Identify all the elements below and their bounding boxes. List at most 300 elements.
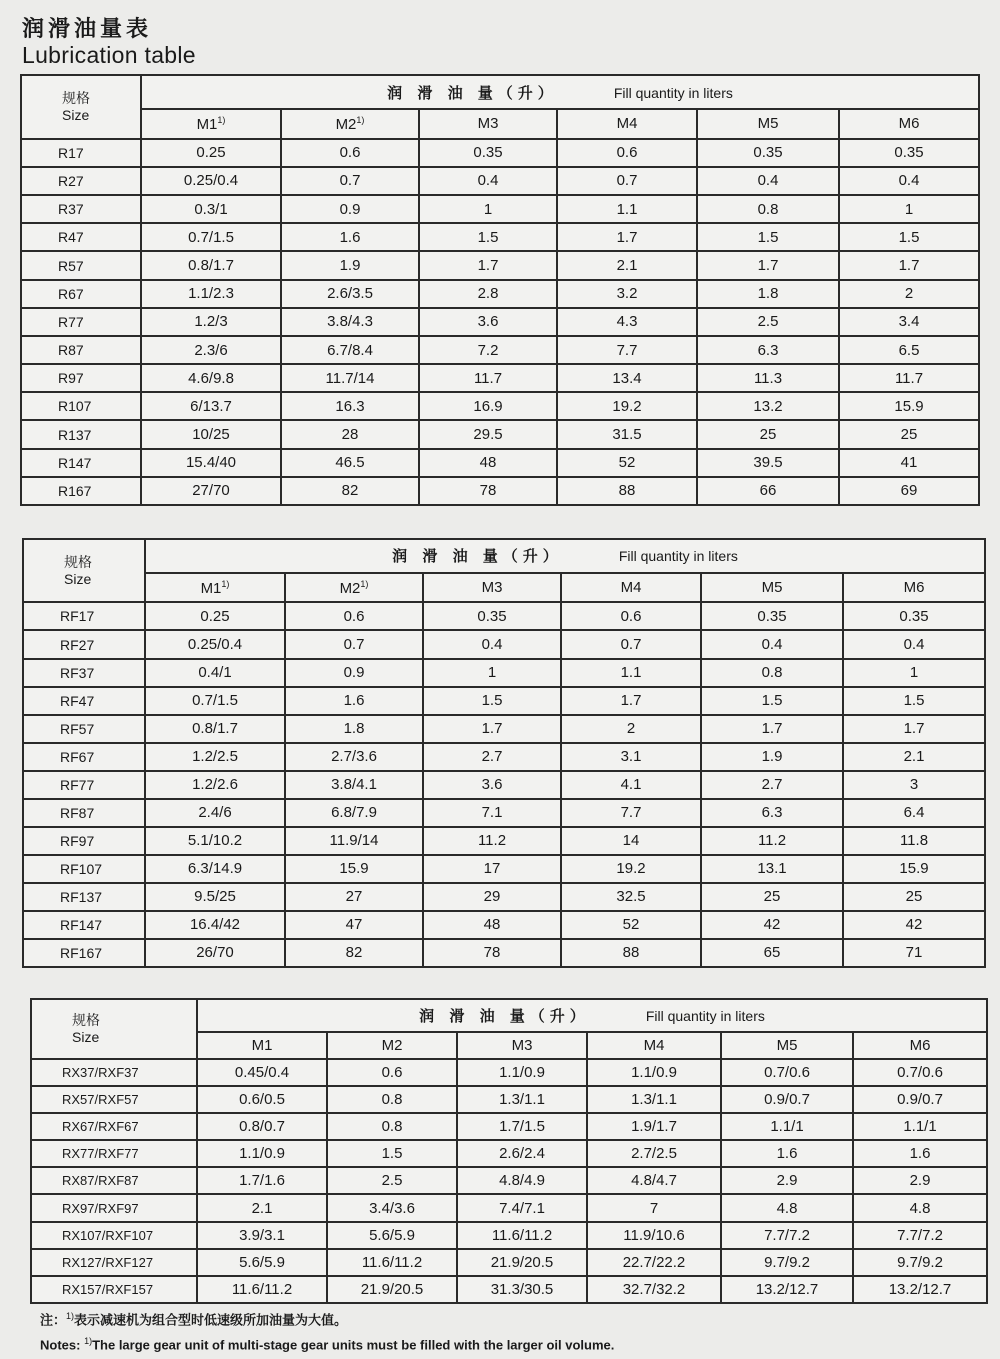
fill-quantity-header-en: Fill quantity in liters [618, 548, 738, 565]
value-cell: 1.7 [423, 715, 561, 743]
size-cell: RF47 [23, 687, 145, 715]
group-header-row [31, 999, 987, 1032]
value-cell: 4.1 [561, 771, 701, 799]
table-row [21, 251, 979, 279]
value-cell: 21.9/20.5 [457, 1249, 587, 1276]
size-cell: RX37/RXF37 [31, 1059, 197, 1086]
value-cell: 0.35 [701, 602, 843, 630]
value-cell: 25 [697, 420, 839, 448]
value-cell: 1.9 [701, 743, 843, 771]
table-row [31, 1249, 987, 1276]
value-cell: 5.6/5.9 [197, 1249, 327, 1276]
value-cell: 42 [701, 911, 843, 939]
value-cell: 16.9 [419, 392, 557, 420]
value-cell: 28 [281, 420, 419, 448]
size-cell: RX97/RXF97 [31, 1194, 197, 1221]
value-cell: 48 [423, 911, 561, 939]
group-header-row [21, 75, 979, 109]
value-cell: 0.7/1.5 [141, 223, 281, 251]
value-cell: 0.7/0.6 [721, 1059, 853, 1086]
value-cell: 11.9/14 [285, 827, 423, 855]
table-row [31, 1086, 987, 1113]
column-header-label: M1 [196, 115, 218, 133]
value-cell: 11.6/11.2 [197, 1276, 327, 1303]
value-cell: 1.6 [853, 1140, 987, 1167]
column-header-label: M5 [776, 1036, 798, 1054]
value-cell: 11.7 [839, 364, 979, 392]
column-header-m4 [561, 573, 701, 603]
value-cell: 29.5 [419, 420, 557, 448]
value-cell: 17 [423, 855, 561, 883]
column-header-label: M2 [381, 1036, 403, 1054]
value-cell: 0.35 [843, 602, 985, 630]
table-row [23, 659, 985, 687]
column-header-m6 [853, 1032, 987, 1059]
size-cell: RX67/RXF67 [31, 1113, 197, 1140]
column-header-label: M2 [335, 115, 357, 133]
footnote-mark: 1) [360, 578, 369, 589]
table-row [21, 195, 979, 223]
size-cell: R97 [21, 364, 141, 392]
value-cell: 6.8/7.9 [285, 799, 423, 827]
value-cell: 3.4/3.6 [327, 1194, 457, 1221]
value-cell: 15.9 [839, 392, 979, 420]
column-header-row [21, 109, 979, 139]
value-cell: 0.45/0.4 [197, 1059, 327, 1086]
table-row [23, 799, 985, 827]
value-cell: 2.9 [853, 1167, 987, 1194]
table-row [21, 139, 979, 167]
table-row [23, 855, 985, 883]
page-title-en: Lubrication table [22, 42, 196, 68]
value-cell: 2 [839, 280, 979, 308]
footnote-mark: 1) [221, 578, 230, 589]
value-cell: 0.8/0.7 [197, 1113, 327, 1140]
column-header-m5 [697, 109, 839, 139]
value-cell: 82 [281, 477, 419, 505]
size-cell: RF37 [23, 659, 145, 687]
lubrication-table-r-series [20, 74, 980, 506]
column-header-m6 [843, 573, 985, 603]
size-cell: RF57 [23, 715, 145, 743]
value-cell: 0.7 [281, 167, 419, 195]
value-cell: 0.25/0.4 [145, 630, 285, 658]
page-title-cn: 润滑油量表 [22, 17, 153, 42]
value-cell: 1.8 [285, 715, 423, 743]
value-cell: 1.1/0.9 [587, 1059, 721, 1086]
value-cell: 1.1/0.9 [457, 1059, 587, 1086]
value-cell: 13.4 [557, 364, 697, 392]
value-cell: 2.3/6 [141, 336, 281, 364]
size-cell: R137 [21, 420, 141, 448]
value-cell: 2.4/6 [145, 799, 285, 827]
column-header-m2 [327, 1032, 457, 1059]
size-cell: R147 [21, 449, 141, 477]
value-cell: 3.9/3.1 [197, 1222, 327, 1249]
value-cell: 11.7 [419, 364, 557, 392]
size-header [31, 999, 197, 1059]
size-cell: R47 [21, 223, 141, 251]
size-cell: RF27 [23, 630, 145, 658]
table-row [23, 771, 985, 799]
table-row [23, 743, 985, 771]
value-cell: 1.7/1.5 [457, 1113, 587, 1140]
size-header-cn: 规格 [72, 1011, 100, 1028]
table-row [23, 715, 985, 743]
column-header-label: M4 [616, 115, 638, 133]
size-cell: R17 [21, 139, 141, 167]
column-header-m1 [141, 109, 281, 139]
value-cell: 3 [843, 771, 985, 799]
value-cell: 27/70 [141, 477, 281, 505]
value-cell: 1.1/0.9 [197, 1140, 327, 1167]
value-cell: 82 [285, 939, 423, 967]
value-cell: 0.6/0.5 [197, 1086, 327, 1113]
value-cell: 7 [587, 1194, 721, 1221]
value-cell: 2.6/3.5 [281, 280, 419, 308]
table-row [21, 477, 979, 505]
value-cell: 0.25/0.4 [141, 167, 281, 195]
fill-quantity-header-cn: 润 滑 油 量（升） [419, 1006, 590, 1025]
value-cell: 0.35 [419, 139, 557, 167]
value-cell: 16.3 [281, 392, 419, 420]
value-cell: 7.1 [423, 799, 561, 827]
value-cell: 0.9 [281, 195, 419, 223]
size-cell: RF147 [23, 911, 145, 939]
value-cell: 10/25 [141, 420, 281, 448]
value-cell: 3.2 [557, 280, 697, 308]
note-cn-label: 注： [40, 1313, 67, 1329]
value-cell: 0.8 [327, 1113, 457, 1140]
value-cell: 3.8/4.1 [285, 771, 423, 799]
table-row [23, 911, 985, 939]
value-cell: 52 [557, 449, 697, 477]
column-header-m6 [839, 109, 979, 139]
value-cell: 3.4 [839, 308, 979, 336]
size-header [21, 75, 141, 139]
value-cell: 88 [557, 477, 697, 505]
value-cell: 6.3 [701, 799, 843, 827]
note-cn [40, 1306, 614, 1331]
value-cell: 1.7 [843, 715, 985, 743]
column-header-label: M3 [477, 115, 499, 133]
table-row [31, 1167, 987, 1194]
size-cell: RF77 [23, 771, 145, 799]
value-cell: 9.7/9.2 [721, 1249, 853, 1276]
value-cell: 1.9 [281, 251, 419, 279]
size-cell: RX107/RXF107 [31, 1222, 197, 1249]
fill-quantity-header-cn: 润 滑 油 量（升） [392, 547, 563, 566]
value-cell: 21.9/20.5 [327, 1276, 457, 1303]
value-cell: 11.3 [697, 364, 839, 392]
value-cell: 1.7 [557, 223, 697, 251]
value-cell: 0.4 [419, 167, 557, 195]
value-cell: 5.6/5.9 [327, 1222, 457, 1249]
value-cell: 4.8/4.7 [587, 1167, 721, 1194]
value-cell: 7.2 [419, 336, 557, 364]
value-cell: 6.7/8.4 [281, 336, 419, 364]
value-cell: 1.5 [843, 687, 985, 715]
table-row [21, 223, 979, 251]
value-cell: 1 [839, 195, 979, 223]
value-cell: 2.9 [721, 1167, 853, 1194]
column-header-m3 [419, 109, 557, 139]
value-cell: 13.2 [697, 392, 839, 420]
value-cell: 88 [561, 939, 701, 967]
value-cell: 31.5 [557, 420, 697, 448]
table-row [31, 1222, 987, 1249]
value-cell: 3.1 [561, 743, 701, 771]
value-cell: 4.3 [557, 308, 697, 336]
value-cell: 1.6 [721, 1140, 853, 1167]
value-cell: 11.8 [843, 827, 985, 855]
size-cell: R37 [21, 195, 141, 223]
value-cell: 4.8 [721, 1194, 853, 1221]
value-cell: 0.4 [839, 167, 979, 195]
size-cell: RX57/RXF57 [31, 1086, 197, 1113]
value-cell: 1.3/1.1 [457, 1086, 587, 1113]
table-row [21, 308, 979, 336]
size-cell: RF17 [23, 602, 145, 630]
lubrication-table-rx-series [30, 998, 988, 1304]
value-cell: 11.6/11.2 [457, 1222, 587, 1249]
size-cell: RX157/RXF157 [31, 1276, 197, 1303]
value-cell: 2.7/3.6 [285, 743, 423, 771]
value-cell: 0.7 [285, 630, 423, 658]
value-cell: 0.4 [423, 630, 561, 658]
column-header-label: M6 [903, 579, 925, 597]
value-cell: 22.7/22.2 [587, 1249, 721, 1276]
column-header-m3 [423, 573, 561, 603]
fill-quantity-header-en: Fill quantity in liters [645, 1007, 765, 1024]
value-cell: 2 [561, 715, 701, 743]
table-row [31, 1276, 987, 1303]
value-cell: 1.2/2.6 [145, 771, 285, 799]
value-cell: 31.3/30.5 [457, 1276, 587, 1303]
value-cell: 0.6 [285, 602, 423, 630]
value-cell: 1.2/2.5 [145, 743, 285, 771]
value-cell: 0.6 [557, 139, 697, 167]
column-header-row [23, 573, 985, 603]
value-cell: 25 [839, 420, 979, 448]
value-cell: 1.7 [839, 251, 979, 279]
value-cell: 1.6 [281, 223, 419, 251]
value-cell: 9.7/9.2 [853, 1249, 987, 1276]
value-cell: 1 [843, 659, 985, 687]
notes [40, 1306, 614, 1356]
size-cell: RX127/RXF127 [31, 1249, 197, 1276]
value-cell: 46.5 [281, 449, 419, 477]
note-en-text: The large gear unit of multi-stage gear units must be filled with the larger oil volume. [92, 1337, 615, 1353]
value-cell: 6.3 [697, 336, 839, 364]
value-cell: 1.5 [701, 687, 843, 715]
value-cell: 19.2 [557, 392, 697, 420]
value-cell: 52 [561, 911, 701, 939]
value-cell: 15.9 [843, 855, 985, 883]
value-cell: 1.6 [285, 687, 423, 715]
value-cell: 6.4 [843, 799, 985, 827]
value-cell: 13.2/12.7 [721, 1276, 853, 1303]
note-en-label: Notes: [40, 1337, 81, 1353]
size-header [23, 539, 145, 602]
table-row [21, 336, 979, 364]
value-cell: 2.8 [419, 280, 557, 308]
size-header-en: Size [62, 106, 90, 123]
value-cell: 0.4/1 [145, 659, 285, 687]
value-cell: 2.1 [197, 1194, 327, 1221]
size-cell: R67 [21, 280, 141, 308]
table-row [23, 630, 985, 658]
value-cell: 1.1 [557, 195, 697, 223]
value-cell: 3.8/4.3 [281, 308, 419, 336]
size-cell: R107 [21, 392, 141, 420]
size-cell: R57 [21, 251, 141, 279]
column-header-label: M2 [339, 579, 361, 597]
size-cell: RF137 [23, 883, 145, 911]
size-header-cn: 规格 [64, 553, 92, 570]
note-cn-mark: 1) [66, 1311, 75, 1321]
column-header-label: M3 [511, 1036, 533, 1054]
table-row [31, 1194, 987, 1221]
table-row [23, 883, 985, 911]
column-header-label: M3 [481, 579, 503, 597]
size-header-en: Size [72, 1028, 100, 1045]
table-row [23, 687, 985, 715]
value-cell: 4.8 [853, 1194, 987, 1221]
value-cell: 47 [285, 911, 423, 939]
value-cell: 25 [701, 883, 843, 911]
column-header-m4 [557, 109, 697, 139]
size-header-cn: 规格 [62, 89, 90, 106]
value-cell: 66 [697, 477, 839, 505]
value-cell: 39.5 [697, 449, 839, 477]
value-cell: 0.25 [145, 602, 285, 630]
value-cell: 32.7/32.2 [587, 1276, 721, 1303]
value-cell: 1.7 [701, 715, 843, 743]
value-cell: 0.8 [327, 1086, 457, 1113]
group-header-row [23, 539, 985, 573]
value-cell: 69 [839, 477, 979, 505]
value-cell: 1 [419, 195, 557, 223]
value-cell: 19.2 [561, 855, 701, 883]
table-row [23, 939, 985, 967]
value-cell: 32.5 [561, 883, 701, 911]
column-header-m4 [587, 1032, 721, 1059]
size-cell: RX77/RXF77 [31, 1140, 197, 1167]
value-cell: 7.7/7.2 [721, 1222, 853, 1249]
value-cell: 13.1 [701, 855, 843, 883]
value-cell: 7.7 [557, 336, 697, 364]
column-header-label: M6 [898, 115, 920, 133]
size-cell: R77 [21, 308, 141, 336]
value-cell: 2.6/2.4 [457, 1140, 587, 1167]
column-header-m1 [197, 1032, 327, 1059]
table-row [21, 392, 979, 420]
footnote-mark: 1) [356, 114, 365, 125]
value-cell: 2.7 [423, 743, 561, 771]
value-cell: 15.4/40 [141, 449, 281, 477]
value-cell: 0.6 [327, 1059, 457, 1086]
value-cell: 2.7/2.5 [587, 1140, 721, 1167]
fill-quantity-header [145, 539, 985, 573]
value-cell: 0.9/0.7 [721, 1086, 853, 1113]
value-cell: 3.6 [423, 771, 561, 799]
value-cell: 0.35 [839, 139, 979, 167]
column-header-label: M1 [200, 579, 222, 597]
value-cell: 0.4 [697, 167, 839, 195]
value-cell: 1.5 [423, 687, 561, 715]
value-cell: 7.7/7.2 [853, 1222, 987, 1249]
value-cell: 1.5 [697, 223, 839, 251]
fill-quantity-header-en: Fill quantity in liters [613, 84, 733, 101]
size-cell: RF97 [23, 827, 145, 855]
table-row [21, 280, 979, 308]
table-row [23, 827, 985, 855]
value-cell: 13.2/12.7 [853, 1276, 987, 1303]
value-cell: 16.4/42 [145, 911, 285, 939]
size-cell: R167 [21, 477, 141, 505]
value-cell: 5.1/10.2 [145, 827, 285, 855]
size-cell: RF87 [23, 799, 145, 827]
lubrication-table-rf-series [22, 538, 986, 968]
value-cell: 0.8/1.7 [145, 715, 285, 743]
value-cell: 11.6/11.2 [327, 1249, 457, 1276]
value-cell: 14 [561, 827, 701, 855]
value-cell: 11.9/10.6 [587, 1222, 721, 1249]
size-cell: RF167 [23, 939, 145, 967]
table-row [21, 167, 979, 195]
column-header-label: M5 [761, 579, 783, 597]
table-row [31, 1113, 987, 1140]
value-cell: 0.4 [843, 630, 985, 658]
table-row [21, 364, 979, 392]
fill-quantity-header [197, 999, 987, 1032]
value-cell: 6/13.7 [141, 392, 281, 420]
value-cell: 0.9/0.7 [853, 1086, 987, 1113]
value-cell: 0.8 [701, 659, 843, 687]
value-cell: 15.9 [285, 855, 423, 883]
value-cell: 7.4/7.1 [457, 1194, 587, 1221]
value-cell: 6.5 [839, 336, 979, 364]
value-cell: 0.7/1.5 [145, 687, 285, 715]
value-cell: 1.7/1.6 [197, 1167, 327, 1194]
value-cell: 25 [843, 883, 985, 911]
value-cell: 0.35 [423, 602, 561, 630]
value-cell: 78 [423, 939, 561, 967]
value-cell: 11.2 [423, 827, 561, 855]
column-header-m3 [457, 1032, 587, 1059]
value-cell: 1.7 [697, 251, 839, 279]
value-cell: 42 [843, 911, 985, 939]
value-cell: 0.8/1.7 [141, 251, 281, 279]
note-en-mark: 1) [84, 1336, 93, 1347]
value-cell: 1 [423, 659, 561, 687]
size-cell: R87 [21, 336, 141, 364]
value-cell: 1.5 [419, 223, 557, 251]
table-row [31, 1059, 987, 1086]
column-header-label: M1 [251, 1036, 273, 1054]
value-cell: 1.5 [327, 1140, 457, 1167]
value-cell: 1.3/1.1 [587, 1086, 721, 1113]
value-cell: 78 [419, 477, 557, 505]
value-cell: 11.2 [701, 827, 843, 855]
value-cell: 1.5 [839, 223, 979, 251]
value-cell: 0.8 [697, 195, 839, 223]
value-cell: 7.7 [561, 799, 701, 827]
value-cell: 26/70 [145, 939, 285, 967]
table-row [31, 1140, 987, 1167]
size-cell: RF67 [23, 743, 145, 771]
